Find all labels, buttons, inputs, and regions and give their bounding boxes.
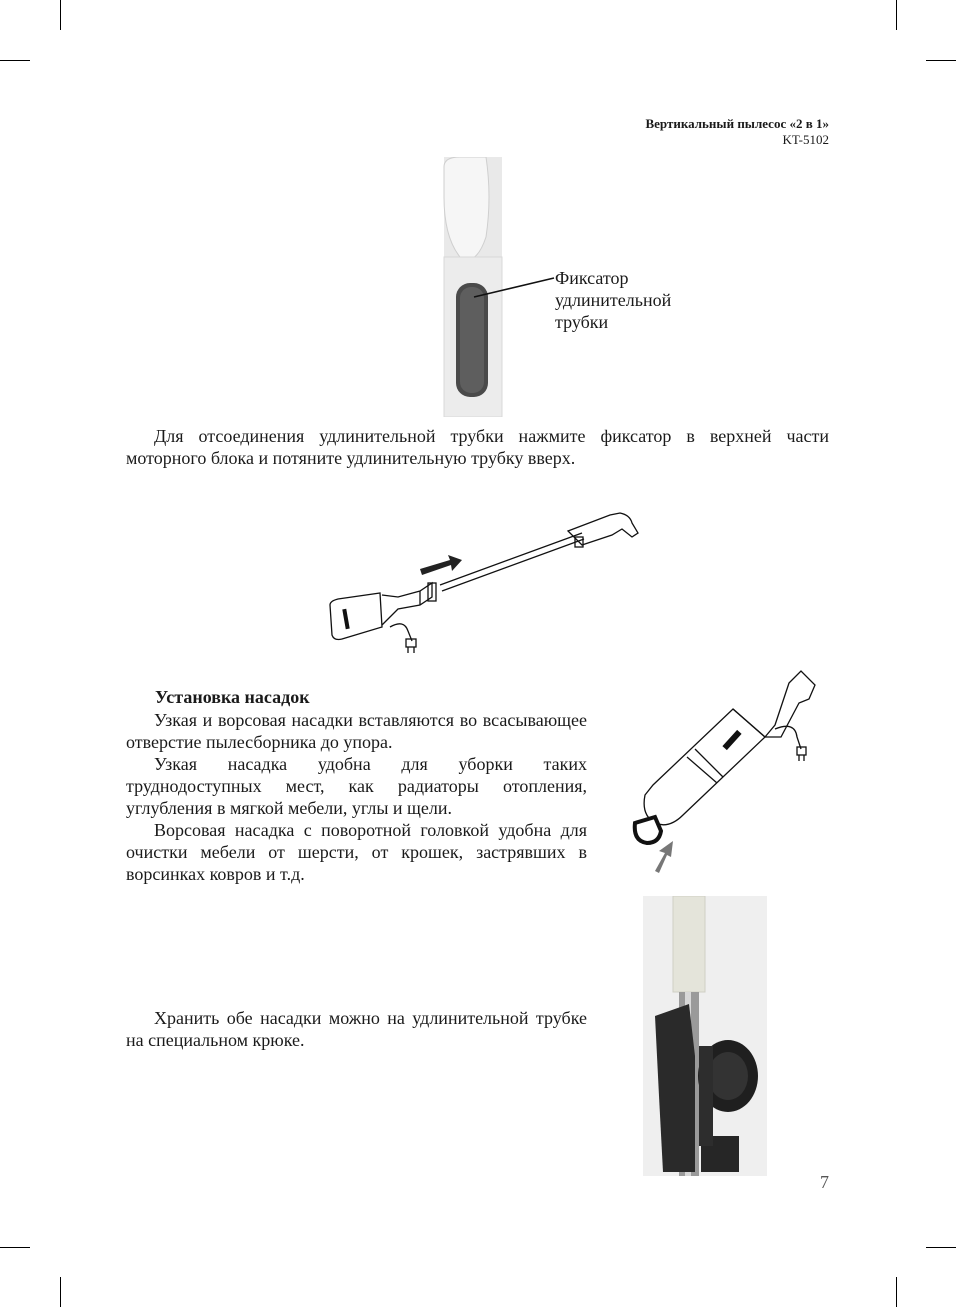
crop-mark <box>60 0 61 30</box>
storage-paragraph: Хранить обе насадки можно на удлинительной трубке на специальном крюке. <box>126 1008 587 1050</box>
section-paragraph-2: Узкая насадка удобна для уборки таких труднодоступных мест, как радиаторы отопления, углубления в мягкой мебели, углы и щели. <box>126 754 587 818</box>
crop-mark <box>0 1247 30 1248</box>
crop-mark <box>896 0 897 30</box>
crop-mark <box>896 1277 897 1307</box>
section-title: Установка насадок <box>155 687 310 707</box>
section-paragraph-3: Ворсовая насадка с поворотной головкой удобна для очистки мебели от шерсти, от крошек, застрявших в ворсинках ковров и т.д. <box>126 820 587 884</box>
storage-photo <box>643 896 767 1176</box>
detach-tube-paragraph: Для отсоединения удлинительной трубки нажмите фиксатор в верхней части моторного блока и потяните удлинительную трубку вверх. <box>126 426 829 468</box>
crop-mark <box>60 1277 61 1307</box>
leader-line <box>470 270 555 300</box>
page-number: 7 <box>820 1172 829 1192</box>
header-model: KT-5102 <box>782 132 829 147</box>
crop-mark <box>926 60 956 61</box>
crop-mark <box>0 60 30 61</box>
nozzle-install-diagram <box>625 665 825 875</box>
crop-mark <box>926 1247 956 1248</box>
latch-caption: Фиксатор удлинительной трубки <box>555 268 672 332</box>
page-header <box>645 116 829 148</box>
section-paragraph-1: Узкая и ворсовая насадки вставляются во всасывающее отверстие пылесборника до упора. <box>126 710 587 752</box>
tube-detach-diagram <box>320 505 650 655</box>
header-title: Вертикальный пылесос «2 в 1» <box>645 116 829 131</box>
